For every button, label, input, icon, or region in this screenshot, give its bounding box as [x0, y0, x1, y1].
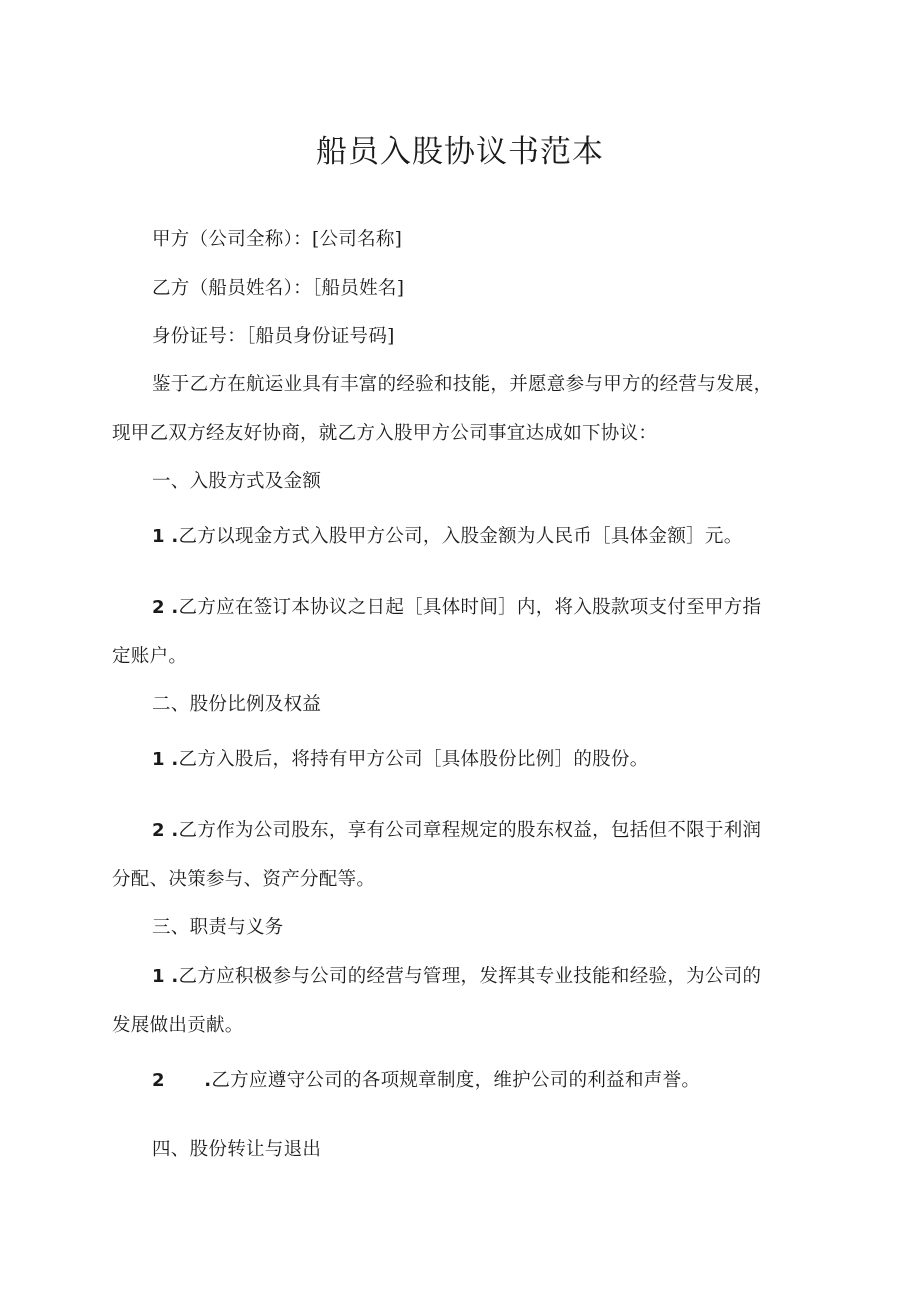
preamble-line-1: 鉴于乙方在航运业具有丰富的经验和技能，并愿意参与甲方的经营与发展，	[152, 374, 773, 395]
id-number-line: 身份证号：［船员身份证号码]	[152, 326, 395, 347]
item-number: 2 .	[152, 597, 179, 618]
item-number: 1 .	[152, 526, 179, 547]
section-1-item-2	[152, 599, 761, 618]
section-1-item-2-cont: 定账户。	[112, 646, 188, 667]
item-text: 乙方入股后，将持有甲方公司［具体股份比例］的股份。	[178, 749, 649, 770]
party-b-line: 乙方（船员姓名）：［船员姓名]	[152, 278, 405, 299]
item-number: 2 .	[152, 820, 179, 841]
item-text: 乙方作为公司股东，享有公司章程规定的股东权益，包括但不限于利润	[178, 820, 762, 841]
document-title: 船员入股协议书范本	[316, 134, 604, 170]
section-1-heading: 一、入股方式及金额	[152, 471, 322, 492]
section-2-item-1	[152, 751, 649, 770]
preamble-line-2: 现甲乙双方经友好协商，就乙方入股甲方公司事宜达成如下协议：	[112, 423, 658, 444]
item-text: 乙方应积极参与公司的经营与管理，发挥其专业技能和经验，为公司的	[178, 966, 762, 987]
section-2-item-2-cont: 分配、决策参与、资产分配等。	[112, 869, 376, 890]
section-3-item-1-cont: 发展做出贡献。	[112, 1015, 244, 1036]
section-2-heading: 二、股份比例及权益	[152, 694, 322, 715]
item-number: 1 .	[152, 966, 179, 987]
section-3-heading: 三、职责与义务	[152, 917, 284, 938]
section-3-item-2	[152, 1072, 700, 1091]
section-3-item-1	[152, 968, 761, 987]
section-2-item-2	[152, 822, 761, 841]
section-1-item-1	[152, 528, 743, 547]
item-text: 乙方以现金方式入股甲方公司，入股金额为人民币［具体金额］元。	[178, 526, 743, 547]
section-4-heading: 四、股份转让与退出	[152, 1139, 322, 1160]
party-a-line: 甲方（公司全称）：[公司名称]	[152, 229, 403, 250]
item-text: 乙方应遵守公司的各项规章制度，维护公司的利益和声誉。	[211, 1070, 701, 1091]
item-text: 乙方应在签订本协议之日起［具体时间］内，将入股款项支付至甲方指	[178, 597, 762, 618]
item-number: 1 .	[152, 749, 179, 770]
item-number: 2 .	[152, 1070, 212, 1091]
